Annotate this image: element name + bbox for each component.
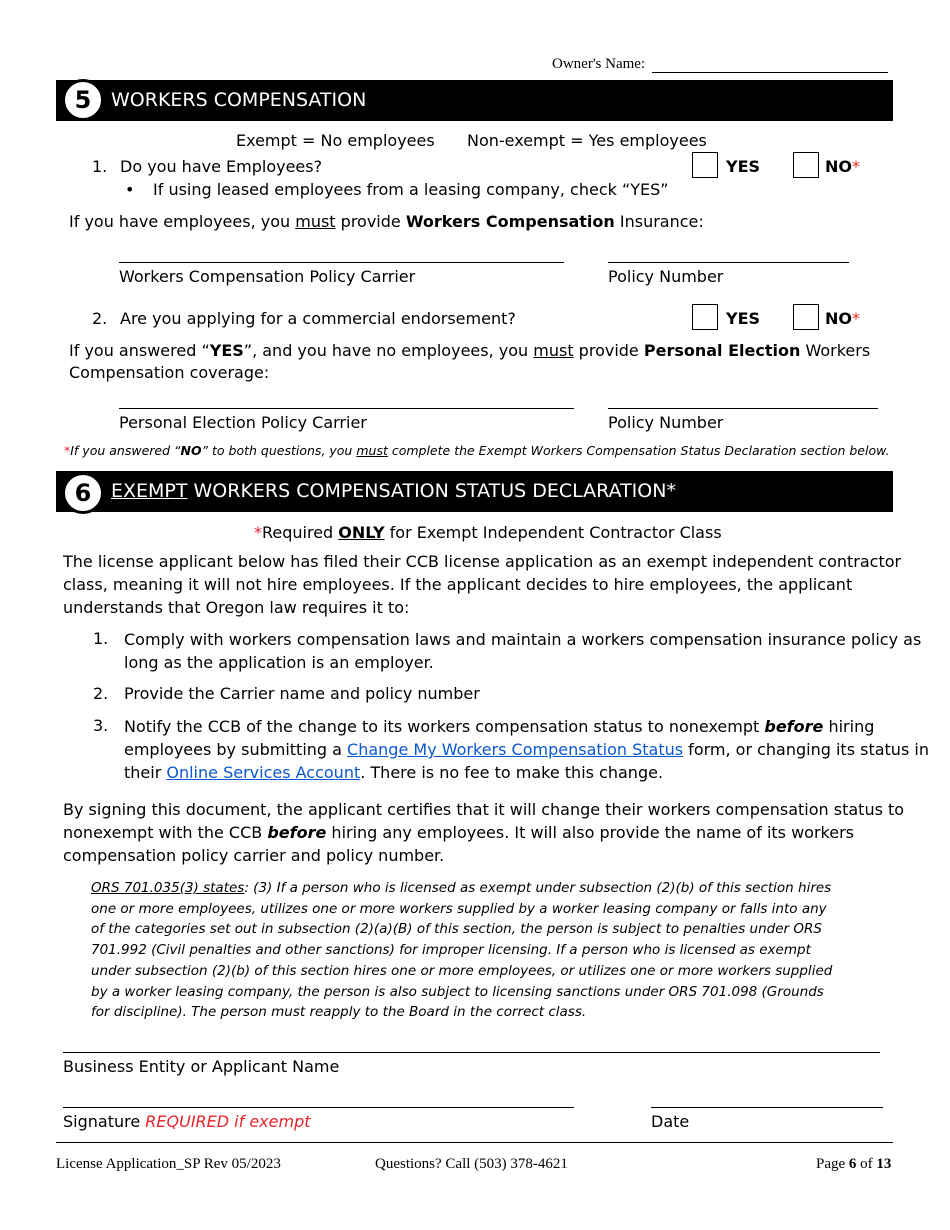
signature-label: Signature REQUIRED if exempt xyxy=(63,1112,311,1131)
q2-text: Are you applying for a commercial endorsement? xyxy=(120,309,516,328)
wc-carrier-label: Workers Compensation Policy Carrier xyxy=(119,267,416,286)
section-6-title: EXEMPT WORKERS COMPENSATION STATUS DECLARATION* xyxy=(111,480,676,502)
certification-paragraph: By signing this document, the applicant certifies that it will change their workers compensation status to nonexempt with the CCB before hiring any employees. It will also provide the name of its workers compensation policy carrier and policy number. xyxy=(63,800,905,865)
item-1-text: Comply with workers compensation laws and maintain a workers compensation insurance policy as long as the application is an employer. xyxy=(124,630,922,672)
pe-carrier-line[interactable] xyxy=(119,408,574,409)
section-6-number: 6 xyxy=(62,472,104,514)
pe-policy-label: Policy Number xyxy=(608,413,724,432)
q1-no-label: NO* xyxy=(825,157,860,176)
item-1-number: 1. xyxy=(93,629,109,648)
q2-number: 2. xyxy=(92,309,108,328)
wc-required-text: If you have employees, you must provide Workers Compensation Insurance: xyxy=(69,212,704,231)
ors-statute-text: ORS 701.035(3) states: (3) If a person who is licensed as exempt under subsection (2)(b) of this section hires one or more employees, utilizes one or more workers supplied by a worker leasing company or falls into any of the categories set out in subsection (2)(a)(B) of this section, the person is subject to penalties under ORS 701.992 (Civil penalties and other sanctions) for improper licensing. If a person who is licensed as exempt under subsection (2)(b) of this section hires one or more employees, or utilizes one or more workers supplied by a worker leasing company, the person is also subject to licensing sanctions under ORS 701.098 (Grounds for discipline). The person must reapply to the Board in the correct class. xyxy=(91,880,833,1021)
entity-name-label: Business Entity or Applicant Name xyxy=(63,1057,340,1076)
date-label: Date xyxy=(651,1112,690,1131)
pe-policy-line[interactable] xyxy=(608,408,878,409)
section-5-title: WORKERS COMPENSATION xyxy=(111,89,367,111)
date-line[interactable] xyxy=(651,1107,883,1108)
owner-name-label: Owner's Name: xyxy=(552,56,646,72)
nonexempt-definition: Non-exempt = Yes employees xyxy=(467,131,707,150)
wc-carrier-line[interactable] xyxy=(119,262,564,263)
online-services-link[interactable]: Online Services Account xyxy=(166,763,361,782)
q1-number: 1. xyxy=(92,157,108,176)
wc-policy-line[interactable] xyxy=(608,262,849,263)
bullet: • xyxy=(125,180,135,199)
q1-no-checkbox[interactable] xyxy=(793,152,819,178)
required-only-note: *Required ONLY for Exempt Independent Contractor Class xyxy=(254,523,722,542)
q2-no-checkbox[interactable] xyxy=(793,304,819,330)
q2-yes-label: YES xyxy=(726,309,761,328)
change-wc-status-link[interactable]: Change My Workers Compensation Status xyxy=(347,740,684,759)
signature-line[interactable] xyxy=(63,1107,574,1108)
q2-yes-checkbox[interactable] xyxy=(692,304,718,330)
pe-carrier-label: Personal Election Policy Carrier xyxy=(119,413,367,432)
item-2-text: Provide the Carrier name and policy number xyxy=(124,684,480,703)
footer-form-id: License Application_SP Rev 05/2023 xyxy=(56,1156,281,1172)
item-3-text: Notify the CCB of the change to its workers compensation status to nonexempt before hiring employees by submitting a Change My Workers Compensation Status form, or changing its status in their Online Services Account. There is no fee to make this change. xyxy=(124,717,929,782)
q2-no-label: NO* xyxy=(825,309,860,328)
q1-bullet-text: If using leased employees from a leasing company, check “YES” xyxy=(153,180,669,199)
intro-paragraph: The license applicant below has filed their CCB license application as an exempt independent contractor class, meaning it will not hire employees. If the applicant decides to hire employees, the applicant understands that Oregon law requires it to: xyxy=(63,552,902,617)
pe-required-text: If you answered “YES”, and you have no employees, you must provide Personal Election Workers xyxy=(69,341,871,360)
footer-page-number: Page 6 of 13 xyxy=(816,1156,892,1172)
pe-required-text-2: Compensation coverage: xyxy=(69,363,270,382)
q1-yes-label: YES xyxy=(726,157,761,176)
owner-name-line[interactable] xyxy=(652,72,888,73)
q1-text: Do you have Employees? xyxy=(120,157,323,176)
footer-divider xyxy=(56,1142,893,1143)
footer-questions: Questions? Call (503) 378-4621 xyxy=(375,1156,568,1172)
item-3-number: 3. xyxy=(93,716,109,735)
wc-policy-label: Policy Number xyxy=(608,267,724,286)
entity-name-line[interactable] xyxy=(63,1052,880,1053)
item-2-number: 2. xyxy=(93,684,109,703)
exempt-definition: Exempt = No employees xyxy=(236,131,435,150)
section-5-number: 5 xyxy=(62,79,104,121)
q1-yes-checkbox[interactable] xyxy=(692,152,718,178)
exempt-note: *If you answered “NO” to both questions, you must complete the Exempt Workers Compensation Status Declaration section below. xyxy=(64,443,890,458)
